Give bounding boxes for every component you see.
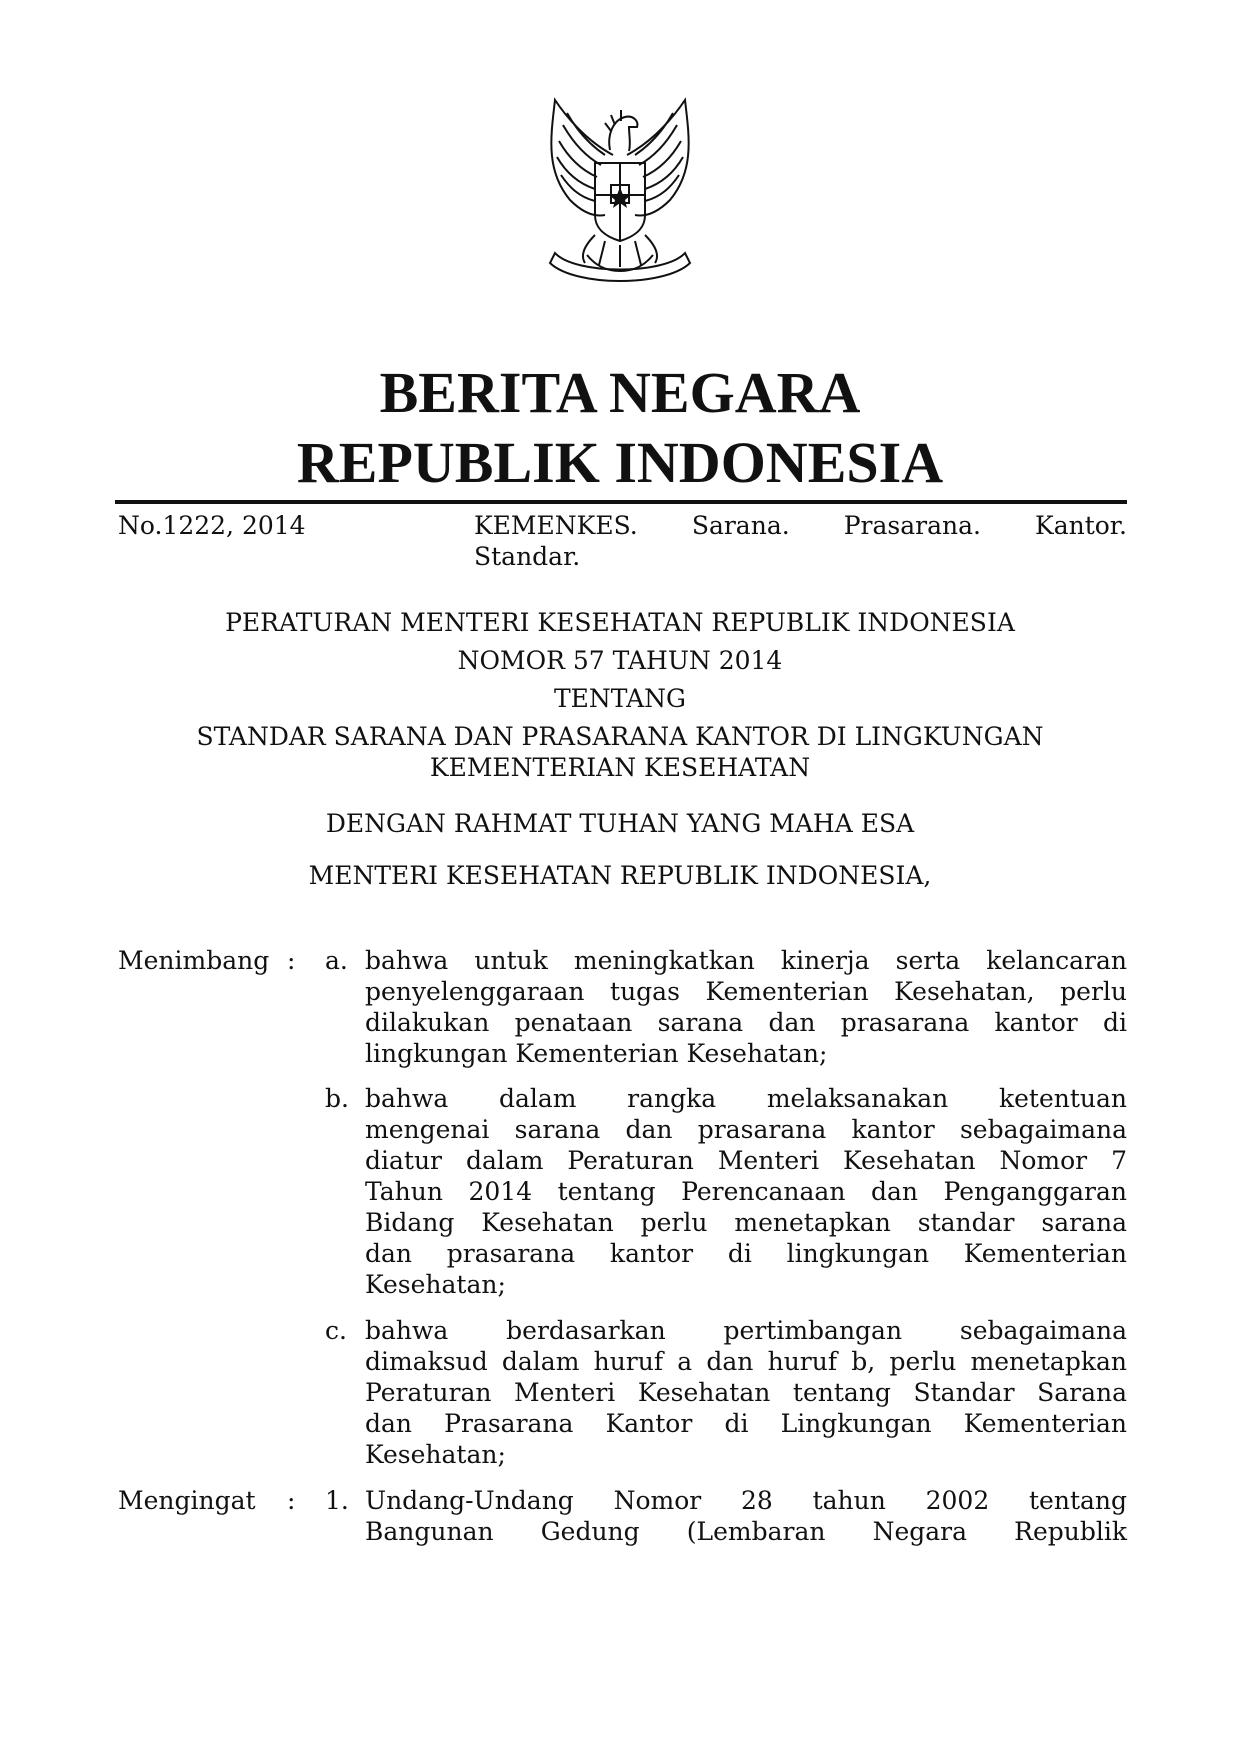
item-line: bahwa dalam rangka melaksanakan ketentuan — [365, 1084, 1127, 1113]
item-line: lingkungan Kementerian Kesehatan; — [365, 1039, 828, 1068]
item-line: dan prasarana kantor di lingkungan Kementerian — [365, 1239, 1127, 1268]
gazette-subject-line2: Standar. — [474, 542, 581, 571]
mengingat-colon: : — [287, 1486, 296, 1515]
item-line: dilakukan penataan sarana dan prasarana kantor di — [365, 1008, 1127, 1037]
item-marker: b. — [325, 1084, 349, 1113]
regulation-subject-line1: STANDAR SARANA DAN PRASARANA KANTOR DI LINGKUNGAN — [196, 722, 1044, 751]
menimbang-colon: : — [287, 946, 296, 975]
item-line: penyelenggaraan tugas Kementerian Kesehatan, perlu — [365, 977, 1127, 1006]
regulation-number: NOMOR 57 TAHUN 2014 — [457, 646, 783, 675]
item-line: Kesehatan; — [365, 1270, 506, 1299]
gazette-subject-line1 — [474, 510, 1127, 541]
item-line: bahwa untuk meningkatkan kinerja serta kelancaran — [365, 946, 1127, 975]
item-line: Bangunan Gedung (Lembaran Negara Republik — [365, 1517, 1127, 1546]
gazette-title-line2: REPUBLIK INDONESIA — [296, 430, 944, 495]
preamble-divine: DENGAN RAHMAT TUHAN YANG MAHA ESA — [325, 809, 915, 838]
garuda-emblem-icon — [525, 95, 715, 295]
subject-word: Prasarana. — [843, 511, 981, 540]
item-line: Peraturan Menteri Kesehatan tentang Standar Sarana — [365, 1378, 1127, 1407]
regulation-about: TENTANG — [553, 684, 686, 713]
regulation-subject-line2: KEMENTERIAN KESEHATAN — [429, 753, 811, 782]
item-line: Bidang Kesehatan perlu menetapkan standar sarana — [365, 1208, 1127, 1237]
subject-word: Kantor. — [1035, 511, 1127, 540]
item-line: dimaksud dalam huruf a dan huruf b, perlu menetapkan — [365, 1347, 1127, 1376]
item-marker: a. — [325, 946, 348, 975]
item-line: dan Prasarana Kantor di Lingkungan Kementerian — [365, 1409, 1127, 1438]
gazette-number: No.1222, 2014 — [118, 511, 306, 540]
header-divider — [115, 500, 1127, 504]
subject-word: KEMENKES. — [474, 511, 638, 540]
mengingat-label: Mengingat — [118, 1486, 256, 1515]
item-line: diatur dalam Peraturan Menteri Kesehatan Nomor 7 — [365, 1146, 1127, 1175]
item-line: Kesehatan; — [365, 1440, 506, 1469]
preamble-minister: MENTERI KESEHATAN REPUBLIK INDONESIA, — [308, 861, 932, 890]
menimbang-label: Menimbang — [118, 946, 270, 975]
item-line: bahwa berdasarkan pertimbangan sebagaimana — [365, 1316, 1127, 1345]
item-line: Tahun 2014 tentang Perencanaan dan Penganggaran — [365, 1177, 1127, 1206]
item-line: Undang-Undang Nomor 28 tahun 2002 tentang — [365, 1486, 1127, 1515]
regulation-heading: PERATURAN MENTERI KESEHATAN REPUBLIK INDONESIA — [225, 608, 1015, 637]
item-line: mengenai sarana dan prasarana kantor sebagaimana — [365, 1115, 1127, 1144]
subject-word: Sarana. — [691, 511, 790, 540]
item-marker: 1. — [325, 1486, 349, 1515]
gazette-title-line1: BERITA NEGARA — [379, 360, 861, 425]
item-marker: c. — [325, 1316, 347, 1345]
